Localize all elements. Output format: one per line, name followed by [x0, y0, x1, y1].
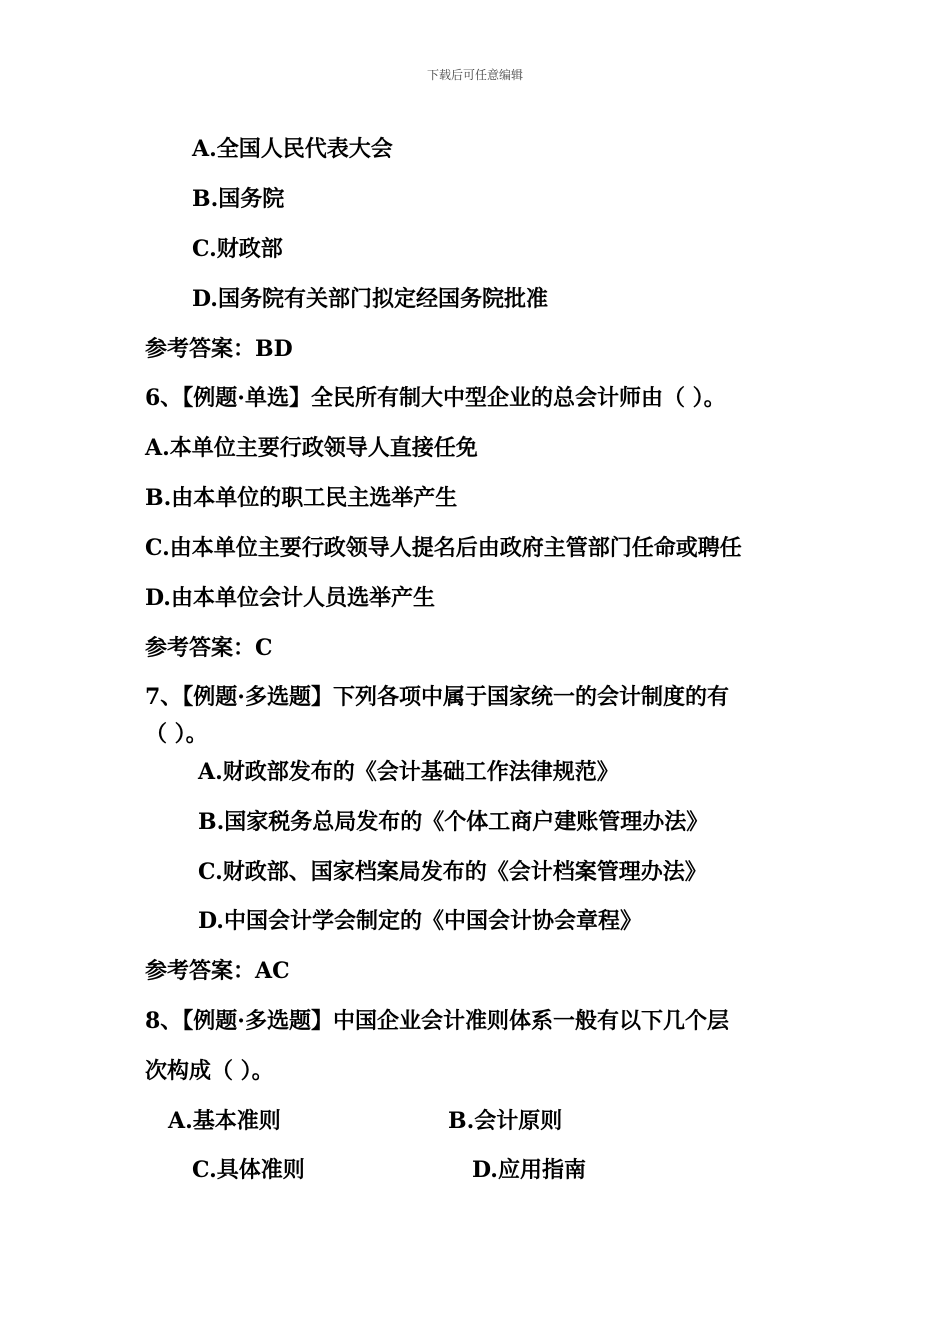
q5-option-a: A.全国人民代表大会: [192, 136, 393, 162]
q7-answer: 参考答案：AC: [145, 958, 290, 984]
q6-option-d: D.由本单位会计人员选举产生: [145, 585, 435, 611]
q7-option-a: A.财政部发布的《会计基础工作法律规范》: [198, 759, 619, 785]
q5-option-b: B.国务院: [192, 186, 285, 212]
q8-option-a: A.基本准则: [168, 1108, 281, 1134]
q6-option-b: B.由本单位的职工民主选举产生: [145, 485, 458, 511]
q8-option-b: B.会计原则: [448, 1108, 563, 1134]
q7-option-c: C.财政部、国家档案局发布的《会计档案管理办法》: [198, 859, 707, 885]
q5-option-d: D.国务院有关部门拟定经国务院批准: [192, 286, 548, 312]
q7-question-line2: （ ）。: [145, 721, 208, 747]
q8-question-line1: 8、【例题·多选题】中国企业会计准则体系一般有以下几个层: [145, 1008, 729, 1034]
q7-option-b: B.国家税务总局发布的《个体工商户建账管理办法》: [198, 809, 709, 835]
q6-option-c: C.由本单位主要行政领导人提名后由政府主管部门任命或聘任: [145, 535, 742, 561]
page-header-note: 下载后可任意编辑: [426, 68, 523, 82]
q7-option-d: D.中国会计学会制定的《中国会计协会章程》: [198, 908, 642, 934]
q6-answer: 参考答案：C: [145, 635, 273, 661]
q5-answer: 参考答案：BD: [145, 336, 293, 362]
q7-question-line1: 7、【例题·多选题】下列各项中属于国家统一的会计制度的有: [145, 684, 729, 710]
q8-option-c: C.具体准则: [192, 1157, 305, 1183]
q6-option-a: A.本单位主要行政领导人直接任免: [145, 435, 478, 461]
q5-option-c: C.财政部: [192, 236, 283, 262]
q8-option-d: D.应用指南: [472, 1157, 586, 1183]
q6-question: 6、【例题·单选】全民所有制大中型企业的总会计师由（ ）。: [145, 385, 726, 411]
q8-question-line2: 次构成（ ）。: [145, 1058, 274, 1084]
